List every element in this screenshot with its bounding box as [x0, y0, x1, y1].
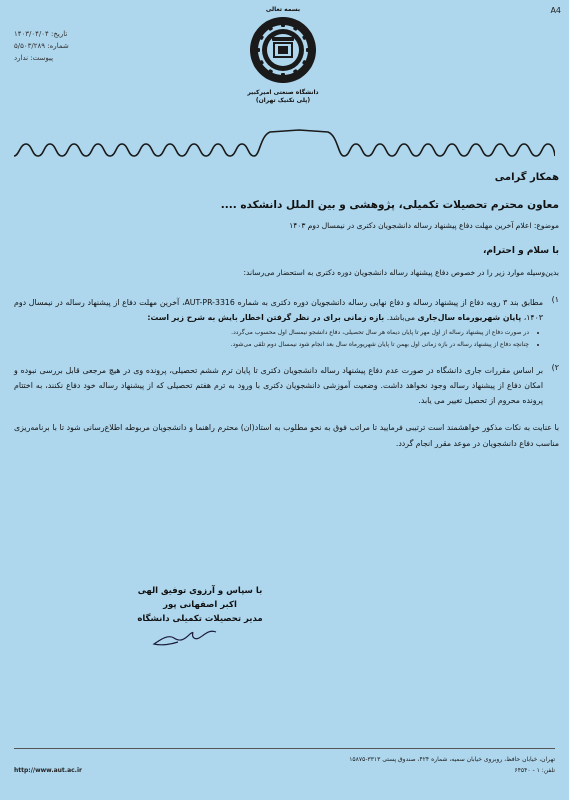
greeting: همکار گرامی — [494, 172, 559, 183]
addressee: معاون محترم تحصیلات تکمیلی، پژوهشی و بین الملل دانشکده .... — [220, 199, 559, 211]
page-size-tag: A4 — [550, 6, 561, 15]
item1-bold-b: بازه زمانی برای در نظر گرفتن اخطار بایش به شرح زیر است: — [147, 313, 385, 322]
salutation: با سلام و احترام، — [483, 246, 559, 256]
letter-body — [14, 172, 559, 452]
item1-text-a: مطابق بند ۳ رویه دفاع از پیشنهاد رساله و دفاع نهایی رساله دانشجویان دوره دکتری به شماره AUT-PR-3316، آخرین مهلت دفاع از پیشنهاد رساله در نیمسال دوم ۱۴۰۳، — [14, 298, 543, 322]
signature-block — [130, 584, 270, 626]
letter-meta — [14, 28, 134, 64]
closing-paragraph: با عنایت به نکات مذکور خواهشمند است ترتیبی فرمایید تا مراتب فوق به نحو مطلوب به استاد(ان) محترم راهنما و دانشجویان مربوطه اطلاع‌رسانی شود تا با برنامه‌ریزی مناسب دفاع دانشجویان در موعد مقرر انجام گردد. — [14, 423, 559, 448]
bismillah: بسمه تعالی — [265, 6, 301, 13]
item-body — [14, 295, 543, 351]
footer-address: تهران، خیابان حافظ، روبروی خیابان سمیه، شماره ۴۲۴، صندوق پستی ۳۳۱۳-۱۵۸۷۵ — [349, 756, 555, 763]
footer-phone: تلفن: ۱ - ۶۴۵۴۰ — [514, 767, 555, 774]
signature-line1: با سپاس و آرزوی توفیق الهی — [137, 586, 263, 596]
item1-text-b: می‌باشد. — [386, 313, 416, 322]
list-item — [14, 295, 559, 351]
item-number: ۲) — [551, 363, 559, 372]
date-value: ۱۴۰۳/۰۴/۰۴ — [14, 30, 49, 38]
item-number: ۱) — [551, 295, 559, 304]
bullet-item: • در صورت دفاع از پیشنهاد رساله از اول مهر تا پایان دیماه هر سال تحصیلی، دفاع دانشجو نیمسال اول محسوب می‌گردد. — [14, 327, 529, 339]
bullet-item: • چنانچه دفاع از پیشنهاد رساله در بازه زمانی اول بهمن تا پایان شهریورماه سال بعد انجام شود نیمسال دوم تلقی می‌شود. — [14, 339, 529, 351]
number-row — [14, 40, 134, 52]
signatory-name: اکبر اصفهانی پور — [163, 600, 237, 610]
number-value: ۵/۵۰۳/۲۸۹ — [14, 42, 46, 50]
university-header — [238, 6, 328, 118]
bullet-list — [14, 327, 543, 351]
date-label: تاریخ: — [51, 30, 68, 38]
number-label: شماره: — [47, 42, 69, 50]
attachment-value: ندارد — [14, 54, 29, 62]
subject-line: موضوع: اعلام آخرین مهلت دفاع پیشنهاد رساله دانشجویان دکتری در نیمسال دوم ۱۴۰۳ — [289, 221, 559, 230]
signatory-title: مدیر تحصیلات تکمیلی دانشگاه — [137, 614, 263, 624]
date-row — [14, 28, 134, 40]
university-subtitle: (پلی تکنیک تهران) — [255, 97, 311, 104]
item-body: بر اساس مقررات جاری دانشگاه در صورت عدم دفاع پیشنهاد رساله دانشجویان دکتری تا پایان ترم ششم تحصیلی، پرونده وی در هیچ مرجعی قابل بررسی نبوده و امکان دفاع از پیشنهاد رساله وجود نخواهد داشت. وضعیت آموزشی دانشجویان دکتری با ورود به ترم هفتم تحصیلی که از پیشنهاد رساله خود دفاع نکنند، به اختتام پرونده محروم از تحصیل تغییر می یابد. — [14, 366, 543, 405]
attachment-row — [14, 52, 134, 64]
letter-footer — [14, 754, 555, 776]
intro-paragraph: بدین‌وسیله موارد زیر را در خصوص دفاع پیشنهاد رساله دانشجویان دوره دکتری به استحضار می‌رساند: — [243, 268, 559, 277]
decorative-wave-border — [14, 126, 555, 162]
footer-divider — [14, 748, 555, 749]
university-logo-icon — [248, 15, 318, 85]
university-name: دانشگاه صنعتی امیرکبیر — [247, 89, 319, 96]
item1-bold-a: پایان شهریورماه سال‌جاری — [417, 313, 522, 322]
handwritten-signature — [150, 626, 220, 648]
list-item — [14, 363, 559, 408]
footer-url: http://www.aut.ac.ir — [14, 767, 82, 774]
attachment-label: پیوست: — [30, 54, 54, 62]
